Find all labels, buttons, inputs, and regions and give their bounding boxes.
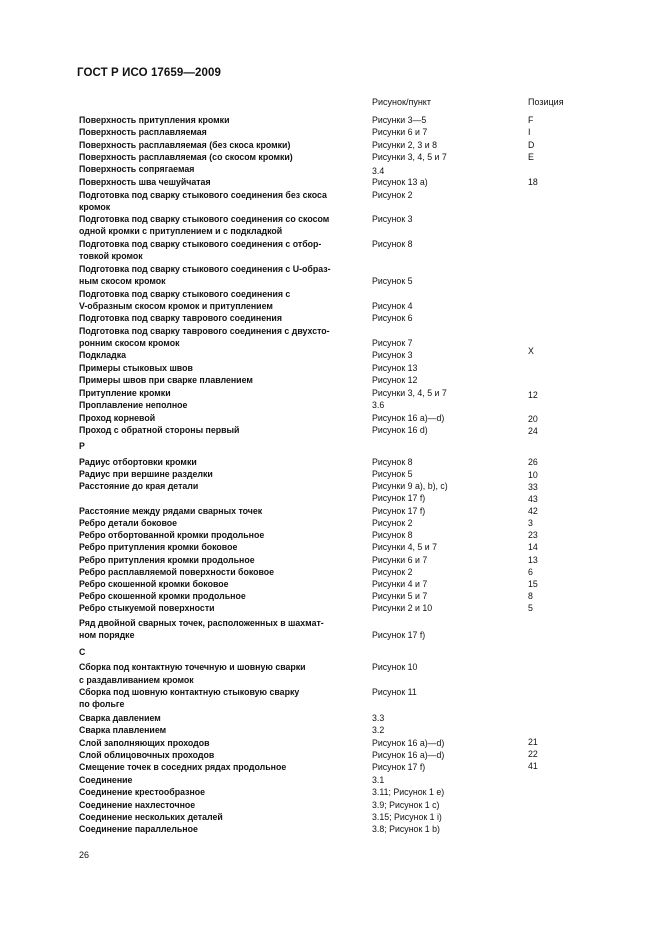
index-figure-ref: Рисунок 8 (372, 457, 413, 467)
index-term: Подготовка под сварку стыкового соединения с (79, 289, 291, 299)
index-term: Примеры стыковых швов (79, 363, 193, 373)
index-figure-ref: 3.9; Рисунок 1 с) (372, 800, 440, 810)
index-position: 15 (528, 579, 538, 589)
column-header-position: Позиция (528, 97, 564, 107)
index-figure-ref: Рисунок 16 d) (372, 425, 428, 435)
index-term: Ряд двойной сварных точек, расположенных в шахмат- (79, 618, 324, 628)
index-term: Подготовка под сварку стыкового соединения со скосом (79, 214, 330, 224)
index-term: Поверхность расплавляемая (без скоса кромки) (79, 140, 291, 150)
index-position: 41 (528, 761, 538, 771)
index-term: Сборка под шовную контактную стыковую сварку (79, 687, 300, 697)
index-term: Подготовка под сварку стыкового соединения с U-образ- (79, 264, 331, 274)
index-figure-ref: Рисунок 16 а)—d) (372, 738, 445, 748)
index-figure-ref: Рисунок 5 (372, 276, 413, 286)
index-figure-ref: 3.3 (372, 713, 385, 723)
index-position: 14 (528, 542, 538, 552)
index-term: Радиус отбортовки кромки (79, 457, 197, 467)
index-term: Поверхность сопрягаемая (79, 164, 195, 174)
index-term: ронним скосом кромок (79, 338, 180, 348)
index-position: 23 (528, 530, 538, 540)
index-figure-ref: 3.8; Рисунок 1 b) (372, 824, 440, 834)
index-figure-ref: Рисунок 13 а) (372, 177, 428, 187)
index-term: Смещение точек в соседних рядах продольное (79, 762, 287, 772)
index-position: 13 (528, 555, 538, 565)
index-term: Р (79, 441, 85, 451)
index-term: ном порядке (79, 630, 135, 640)
index-position: 5 (528, 603, 533, 613)
index-term: Ребро скошенной кромки продольное (79, 591, 246, 601)
index-term: Ребро притупления кромки продольное (79, 555, 255, 565)
index-figure-ref: Рисунок 8 (372, 530, 413, 540)
index-figure-ref: Рисунки 3—5 (372, 115, 427, 125)
index-figure-ref: Рисунок 3 (372, 214, 413, 224)
index-term: Ребро детали боковое (79, 518, 178, 528)
index-position: 18 (528, 177, 538, 187)
index-position: 12 (528, 390, 538, 400)
index-term: Подготовка под сварку таврового соединения с двухсто- (79, 326, 330, 336)
index-figure-ref: Рисунок 17 f) (372, 506, 426, 516)
index-term: Ребро расплавляемой поверхности боковое (79, 567, 275, 577)
index-figure-ref: Рисунки 6 и 7 (372, 555, 428, 565)
index-term: С (79, 647, 86, 657)
index-figure-ref: Рисунок 3 (372, 350, 413, 360)
index-position: 20 (528, 414, 538, 424)
index-figure-ref: Рисунки 3, 4, 5 и 7 (372, 152, 447, 162)
index-figure-ref: 3.1 (372, 775, 385, 785)
index-figure-ref: Рисунок 17 f) (372, 630, 426, 640)
index-figure-ref: 3.15; Рисунок 1 i) (372, 812, 442, 822)
index-term: Соединение нахлесточное (79, 800, 196, 810)
index-position: 6 (528, 567, 533, 577)
index-term: одной кромки с притуплением и с подкладкой (79, 226, 283, 236)
index-term: Поверхность расплавляемая (со скосом кромки) (79, 152, 293, 162)
index-figure-ref: 3.11; Рисунок 1 е) (372, 787, 445, 797)
index-position: D (528, 140, 535, 150)
index-term: Проплавление неполное (79, 400, 188, 410)
index-term: Соединение нескольких деталей (79, 812, 223, 822)
index-term: Подготовка под сварку стыкового соединения без скоса (79, 190, 327, 200)
index-term: по фольге (79, 699, 125, 709)
index-figure-ref: Рисунок 12 (372, 375, 418, 385)
index-term: Расстояние до края детали (79, 481, 199, 491)
index-term: Поверхность притупления кромки (79, 115, 230, 125)
index-position: 42 (528, 506, 538, 516)
index-figure-ref: 3.4 (372, 166, 385, 176)
index-term: V-образным скосом кромок и притуплением (79, 301, 273, 311)
index-figure-ref: 3.2 (372, 725, 385, 735)
index-position: F (528, 115, 534, 125)
index-term: Сварка давлением (79, 713, 161, 723)
index-term: Подготовка под сварку стыкового соединения с отбор- (79, 239, 322, 249)
index-figure-ref: Рисунок 6 (372, 313, 413, 323)
index-position: 26 (528, 457, 538, 467)
index-term: Примеры швов при сварке плавлением (79, 375, 253, 385)
index-figure-ref: Рисунок 17 f) (372, 762, 426, 772)
index-figure-ref: Рисунок 17 f) (372, 493, 426, 503)
index-figure-ref: Рисунок 7 (372, 338, 413, 348)
index-position: 24 (528, 426, 538, 436)
index-figure-ref: Рисунок 16 а)—d) (372, 750, 445, 760)
index-term: Слой облицовочных проходов (79, 750, 215, 760)
index-term: Сварка плавлением (79, 725, 167, 735)
index-figure-ref: Рисунок 11 (372, 687, 417, 697)
index-term: Ребро скошенной кромки боковое (79, 579, 229, 589)
index-position: 10 (528, 470, 538, 480)
index-term: Соединение крестообразное (79, 787, 206, 797)
index-figure-ref: Рисунок 2 (372, 567, 413, 577)
index-position: X (528, 346, 534, 356)
index-figure-ref: 3.6 (372, 400, 385, 410)
index-figure-ref: Рисунок 16 а)—d) (372, 413, 445, 423)
index-term: Ребро притупления кромки боковое (79, 542, 238, 552)
index-term: Слой заполняющих проходов (79, 738, 210, 748)
index-figure-ref: Рисунки 5 и 7 (372, 591, 428, 601)
index-figure-ref: Рисунки 2, 3 и 8 (372, 140, 438, 150)
index-figure-ref: Рисунки 4, 5 и 7 (372, 542, 438, 552)
index-term: Ребро отбортованной кромки продольное (79, 530, 265, 540)
index-figure-ref: Рисунок 10 (372, 662, 418, 672)
index-term: Соединение параллельное (79, 824, 198, 834)
index-term: Радиус при вершине разделки (79, 469, 213, 479)
index-position: 3 (528, 518, 533, 528)
index-term: Подкладка (79, 350, 127, 360)
index-term: ным скосом кромок (79, 276, 166, 286)
index-figure-ref: Рисунки 4 и 7 (372, 579, 428, 589)
index-figure-ref: Рисунки 6 и 7 (372, 127, 428, 137)
index-figure-ref: Рисунок 8 (372, 239, 413, 249)
index-position: 33 (528, 482, 538, 492)
index-figure-ref: Рисунки 9 а), b), c) (372, 481, 448, 491)
index-figure-ref: Рисунки 2 и 10 (372, 603, 433, 613)
index-term: Проход корневой (79, 413, 156, 423)
index-figure-ref: Рисунок 13 (372, 363, 418, 373)
index-term: товкой кромок (79, 251, 143, 261)
index-figure-ref: Рисунки 3, 4, 5 и 7 (372, 388, 447, 398)
index-position: 21 (528, 737, 538, 747)
index-term: Проход с обратной стороны первый (79, 425, 240, 435)
page-number: 26 (79, 850, 90, 860)
index-figure-ref: Рисунок 4 (372, 301, 413, 311)
index-figure-ref: Рисунок 2 (372, 190, 413, 200)
document-header: ГОСТ Р ИСО 17659—2009 (77, 67, 222, 79)
index-term: Расстояние между рядами сварных точек (79, 506, 263, 516)
index-position: E (528, 152, 534, 162)
index-term: Притупление кромки (79, 388, 171, 398)
index-term: Подготовка под сварку таврового соединения (79, 313, 282, 323)
index-figure-ref: Рисунок 2 (372, 518, 413, 528)
index-term: Поверхность расплавляемая (79, 127, 207, 137)
index-position: 8 (528, 591, 533, 601)
index-figure-ref: Рисунок 5 (372, 469, 413, 479)
index-position: 43 (528, 494, 538, 504)
column-header-figure: Рисунок/пункт (372, 97, 431, 107)
index-term: с раздавливанием кромок (79, 675, 194, 685)
index-position: 22 (528, 749, 538, 759)
index-term: Сборка под контактную точечную и шовную сварки (79, 662, 306, 672)
index-term: Поверхность шва чешуйчатая (79, 177, 211, 187)
index-term: Ребро стыкуемой поверхности (79, 603, 215, 613)
index-term: Соединение (79, 775, 133, 785)
index-position: I (528, 127, 531, 137)
index-term: кромок (79, 202, 111, 212)
